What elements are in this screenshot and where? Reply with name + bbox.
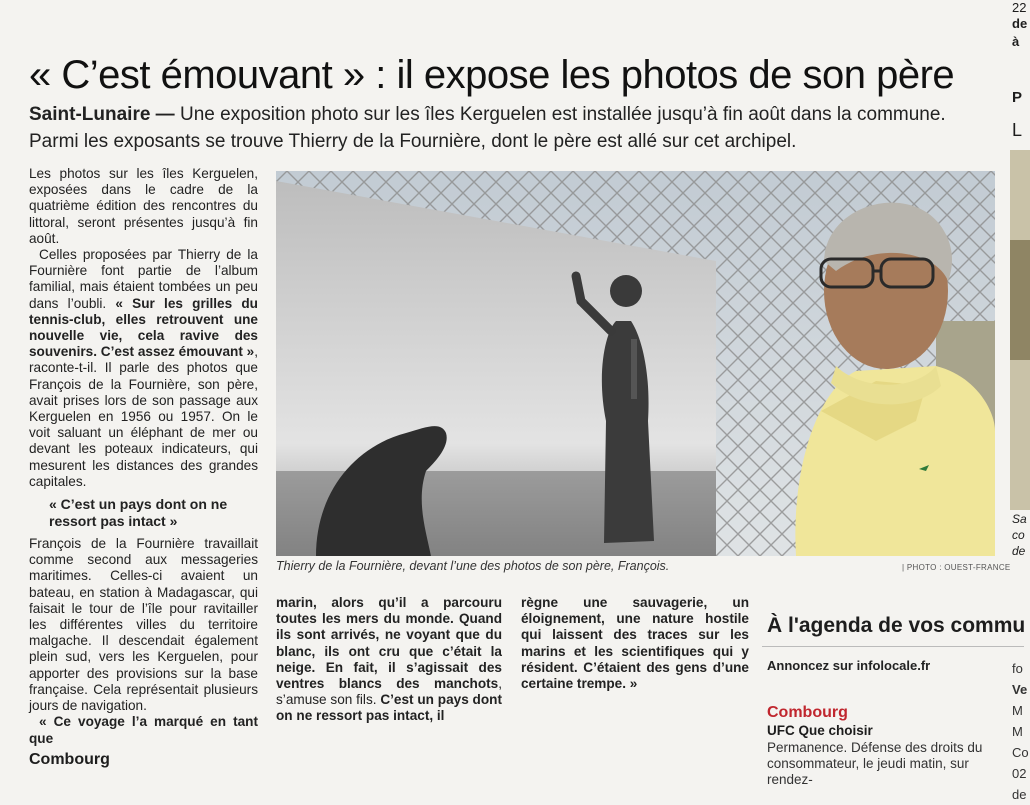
fragment-line: Sa <box>1012 512 1027 526</box>
agenda-city: Combourg <box>767 704 848 721</box>
fragment-line: L <box>1012 120 1023 140</box>
intertitle: « C’est un pays dont on ne ressort pas intact » <box>49 496 228 530</box>
fragment-line: à <box>1012 34 1020 49</box>
adjacent-column-fragment <box>1004 0 1029 770</box>
fragment-line: Ve <box>1012 682 1028 697</box>
adjacent-photo-fragment <box>1010 150 1030 510</box>
quote-text: « Ce voyage l’a marqué en tant que <box>29 714 258 746</box>
agenda-divider <box>762 646 1024 647</box>
fragment-line: M <box>1012 703 1023 718</box>
fragment-line: de <box>1012 544 1026 558</box>
lede-text: Une exposition photo sur les îles Kerguelen est installée jusqu’à fin août dans la commune. Parmi les exposants se trouve Thierry de la Fournière, dont le père est allé sur cet archipel. <box>29 104 946 152</box>
fragment-line: Co <box>1012 745 1029 760</box>
agenda-link[interactable]: Annoncez sur infolocale.fr <box>767 658 931 673</box>
paragraph <box>29 247 258 490</box>
fragment-line: de <box>1012 787 1027 802</box>
fragment-line: 02 <box>1012 766 1027 781</box>
previous-article-strip <box>0 0 990 6</box>
quote-text: « Sur les grilles du tennis-club, elles retrouvent une nouvelle vie, cela ravive des souvenirs. C’est assez émouvant » <box>29 295 258 360</box>
article-lede <box>29 101 979 155</box>
photo-caption: Thierry de la Fournière, devant l’une des photos de son père, François. <box>276 559 670 573</box>
quote-text: règne une sauvagerie, un éloignement, une nature hostile qui laissent des traces sur les marins et les scientifiques qui y résident. C’étaient des gens d’une certaine trempe. » <box>521 595 749 692</box>
paragraph <box>29 714 258 746</box>
paragraph-text: Celles proposées par Thierry de la Fournière font partie de l’album familial, mais étaient tombées un peu dans l’oubli. <box>29 247 258 311</box>
fragment-line: co <box>1012 528 1025 542</box>
agenda-entry-text: Permanence. Défense des droits du consommateur, le jeudi matin, sur rendez- <box>767 740 983 787</box>
agenda-title: À l'agenda de vos commu <box>767 614 1026 637</box>
article-column-1 <box>29 166 258 747</box>
quote-text: C’est un pays dont on ne ressort pas intact, il <box>276 692 502 724</box>
paragraph-text: , s’amuse son fils. <box>276 676 502 708</box>
paragraph: François de la Fournière travaillait comme second aux messageries maritimes. Celles-ci avaient un bateau, en station à Madagascar, qui faisait le tour de l’île pour ravitailler les différentes villes du territoire malgache. Il descendait également plein sud, vers les Kerguelen, pour apporter des provisions sur la base française. Cela représentait plusieurs jours de navigation. <box>29 536 258 714</box>
paragraph: Les photos sur les îles Kerguelen, exposées dans le cadre de la quatrième édition des rencontres du littoral, seront présentes jusqu’à fin août. <box>29 166 258 246</box>
paragraph <box>521 595 749 692</box>
paragraph-text: , raconte-t-il. Il parle des photos que François de la Fournière, son père, avait prises lors de son passage aux Kerguelen en 1956 ou 1957. On le voit saluant un éléphant de mer ou devant les poteaux indicateurs, qui mesurent les distances des grandes capitales. <box>29 344 258 489</box>
article-headline: « C’est émouvant » : il expose les photos de son père <box>29 53 955 97</box>
paragraph <box>276 595 502 725</box>
fragment-line: fo <box>1012 661 1023 676</box>
article-photo <box>276 171 995 556</box>
photo-credit: | PHOTO : OUEST-FRANCE <box>902 563 1011 572</box>
fragment-line: 22 <box>1012 0 1027 15</box>
fragment-line: de <box>1012 16 1028 31</box>
article-column-2 <box>276 595 502 725</box>
quote-text: marin, alors qu’il a parcouru toutes les mers du monde. Quand ils sont arrivés, ne voyant que du blanc, ils ont cru que c’était la neige. En fait, il s’agissait des ventres blancs des manchots <box>276 595 502 692</box>
agenda-adjacent-fragment <box>1012 658 1029 805</box>
agenda-organization: UFC Que choisir <box>767 723 873 738</box>
section-heading: Combourg <box>29 751 110 768</box>
article-column-3 <box>521 595 749 692</box>
lede-dateline: Saint-Lunaire — <box>29 104 175 125</box>
fragment-line: P <box>1012 89 1023 106</box>
photo-illustration <box>276 171 995 556</box>
fragment-line: M <box>1012 724 1023 739</box>
